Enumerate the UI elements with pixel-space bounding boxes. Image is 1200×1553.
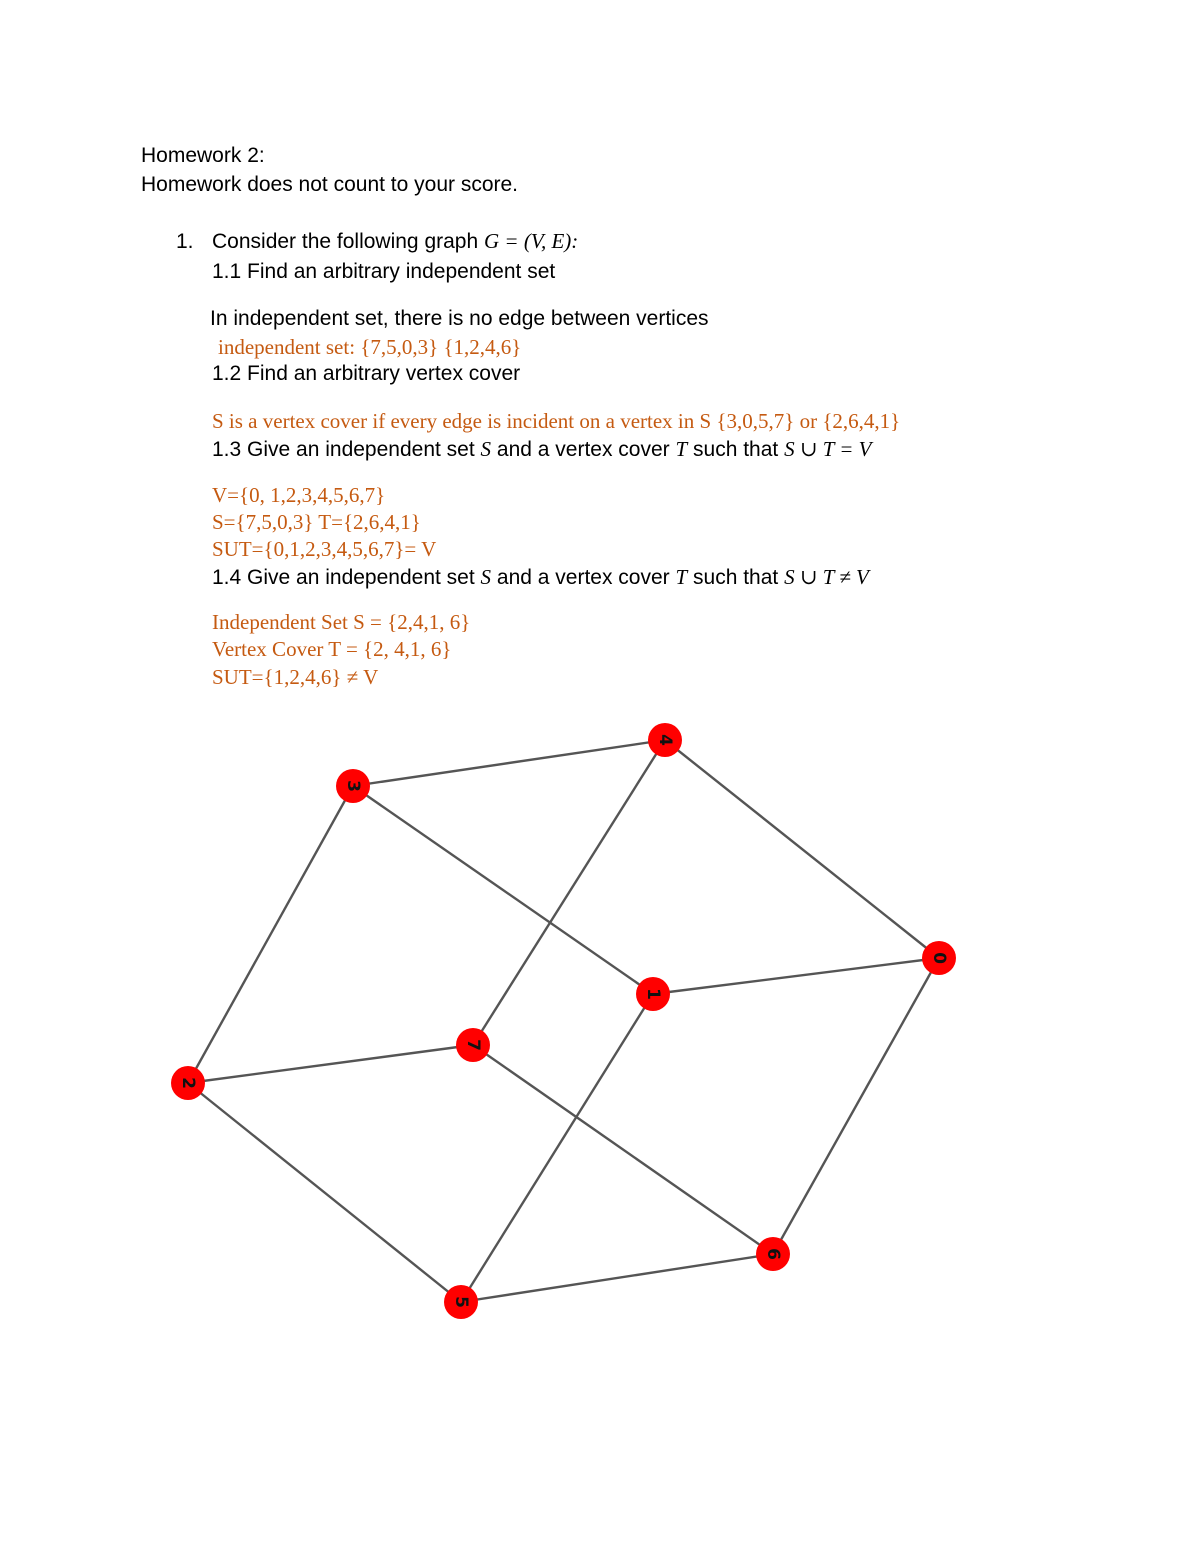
edge-2-5 — [188, 1083, 461, 1302]
node-0 — [922, 941, 956, 975]
answer-1-4-line-2: Vertex Cover T = {2, 4,1, 6} — [212, 637, 452, 661]
q1-4-set-s: S — [480, 565, 492, 589]
edge-1-0 — [653, 958, 939, 994]
answer-1-4-line-3: SUT={1,2,4,6} ≠ V — [212, 665, 379, 689]
answer-1-1-note: In independent set, there is no edge between vertices — [210, 307, 709, 330]
q1-3-set-t: T — [675, 437, 688, 461]
node-2 — [171, 1066, 205, 1100]
graph-edges — [188, 740, 939, 1302]
answer-1-4-line-1: Independent Set S = {2,4,1, 6} — [212, 610, 471, 634]
edge-4-0 — [665, 740, 939, 958]
node-6 — [756, 1237, 790, 1271]
q1-3-formula: S ∪ T = V — [784, 437, 872, 461]
edge-3-4 — [353, 740, 665, 786]
node-4 — [648, 723, 682, 757]
edge-1-5 — [461, 994, 653, 1302]
node-label: 4 — [655, 734, 675, 746]
edge-4-7 — [473, 740, 665, 1045]
node-label: 2 — [178, 1077, 198, 1089]
graph-nodes — [171, 723, 956, 1319]
edge-3-2 — [188, 786, 353, 1083]
question-number: 1. — [176, 230, 194, 253]
graph-definition-math: G = (V, E): — [484, 229, 579, 253]
node-7 — [456, 1028, 490, 1062]
node-label: 0 — [929, 952, 949, 964]
edge-0-6 — [773, 958, 939, 1254]
answer-1-3-line-3: SUT={0,1,2,3,4,5,6,7}= V — [212, 537, 437, 561]
homework-subtitle: Homework does not count to your score. — [141, 173, 519, 196]
question-prompt-text: Consider the following graph — [212, 230, 479, 253]
q1-3-prefix: 1.3 Give an independent set — [212, 438, 475, 461]
answer-1-3-line-2: S={7,5,0,3} T={2,6,4,1} — [212, 510, 421, 534]
answer-1-1: independent set: {7,5,0,3} {1,2,4,6} — [218, 335, 522, 359]
homework-title: Homework 2: — [141, 144, 265, 167]
node-label: 7 — [463, 1039, 483, 1051]
answer-1-3-line-1: V={0, 1,2,3,4,5,6,7} — [212, 483, 386, 507]
node-label: 1 — [643, 988, 663, 1000]
question-1-1: 1.1 Find an arbitrary independent set — [212, 260, 556, 283]
q1-3-such: such that — [693, 438, 779, 461]
answer-1-2: S is a vertex cover if every edge is incident on a vertex in S {3,0,5,7} or {2,6,4,1} — [212, 409, 901, 433]
node-1 — [636, 977, 670, 1011]
q1-4-prefix: 1.4 Give an independent set — [212, 566, 475, 589]
node-label: 6 — [763, 1248, 783, 1260]
edge-3-1 — [353, 786, 653, 994]
edge-7-6 — [473, 1045, 773, 1254]
node-3 — [336, 769, 370, 803]
q1-4-set-t: T — [675, 565, 688, 589]
q1-4-mid: and a vertex cover — [496, 566, 670, 589]
q1-4-formula: S ∪ T ≠ V — [784, 565, 869, 589]
q1-3-set-s: S — [480, 437, 492, 461]
q1-4-such: such that — [693, 566, 779, 589]
node-label: 3 — [343, 780, 363, 792]
edge-2-7 — [188, 1045, 473, 1083]
q1-3-mid: and a vertex cover — [496, 438, 670, 461]
node-5 — [444, 1285, 478, 1319]
node-label: 5 — [451, 1296, 471, 1308]
question-1-2: 1.2 Find an arbitrary vertex cover — [212, 362, 521, 385]
edge-5-6 — [461, 1254, 773, 1302]
